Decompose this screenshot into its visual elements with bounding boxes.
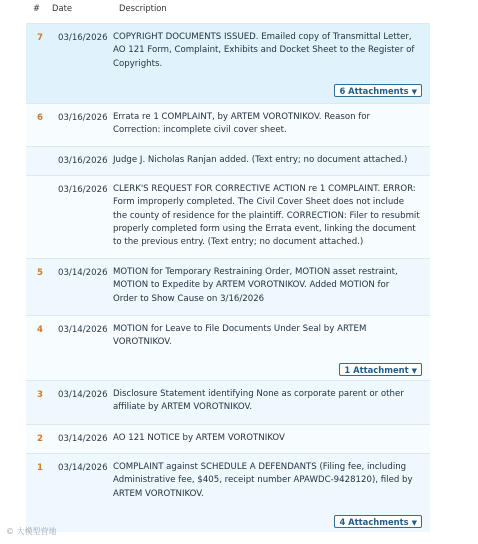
caret-down-icon: ▼ <box>411 367 417 375</box>
docket-entry-row <box>26 103 430 146</box>
entry-date: 03/14/2026 <box>58 268 108 278</box>
entry-description <box>113 388 425 415</box>
description-line: AO 121 NOTICE by ARTEM VOROTNIKOV <box>113 433 285 443</box>
attachments-label: 6 Attachments <box>339 86 409 96</box>
entry-description <box>113 461 425 501</box>
description-line: Administrative fee, $405, receipt number APAWDC-9428120), filed by <box>113 475 413 486</box>
description-line: CLERK'S REQUEST FOR CORRECTIVE ACTION re 1 COMPLAINT. ERROR: <box>113 184 416 194</box>
entry-date: 03/16/2026 <box>58 156 108 166</box>
caret-down-icon: ▼ <box>411 519 417 527</box>
watermark: © 大模型营地 <box>6 527 57 536</box>
entry-date: 03/16/2026 <box>58 185 108 195</box>
description-line: affiliate by ARTEM VOROTNIKOV. <box>113 402 253 413</box>
description-line: properly completed form using the Errata event, linking the document <box>113 223 416 234</box>
attachments-label: 4 Attachments <box>339 517 409 527</box>
docket-entry-row <box>26 453 430 532</box>
description-line: Copyrights. <box>113 58 163 69</box>
docket-entry-row <box>26 23 430 103</box>
header-number: # <box>33 3 41 13</box>
entry-number[interactable]: 4 <box>37 325 43 335</box>
docket-entry-row <box>26 315 430 380</box>
docket-entry-row <box>26 146 430 175</box>
description-line: AO 121 Form, Complaint, Exhibits and Docket Sheet to the Register of <box>113 45 415 56</box>
entry-description <box>113 432 425 445</box>
entry-date: 03/14/2026 <box>58 463 108 473</box>
entry-number[interactable]: 2 <box>37 434 43 444</box>
entry-number[interactable]: 1 <box>37 463 43 473</box>
description-line: ARTEM VOROTNIKOV. <box>113 488 204 499</box>
description-line: MOTION for Leave to File Documents Under Seal by ARTEM <box>113 324 367 334</box>
entry-date: 03/16/2026 <box>58 33 108 43</box>
entry-number[interactable]: 6 <box>37 113 43 123</box>
entry-date: 03/14/2026 <box>58 434 108 444</box>
docket-entry-row <box>26 258 430 315</box>
entry-description <box>113 266 425 306</box>
docket-table-header <box>0 0 430 18</box>
entry-date: 03/14/2026 <box>58 390 108 400</box>
header-date: Date <box>52 3 73 13</box>
description-line: Correction: incomplete civil cover sheet. <box>113 125 287 136</box>
description-line: VOROTNIKOV. <box>113 337 172 348</box>
description-line: COPYRIGHT DOCUMENTS ISSUED. Emailed copy of Transmittal Letter, <box>113 32 412 42</box>
docket-entry-row <box>26 175 430 258</box>
entry-description <box>113 31 425 71</box>
entry-date: 03/16/2026 <box>58 113 108 123</box>
description-line: Judge J. Nicholas Ranjan added. (Text entry; no document attached.) <box>113 155 408 165</box>
description-line: MOTION for Temporary Restraining Order, MOTION asset restraint, <box>113 267 398 277</box>
attachments-toggle-button[interactable] <box>339 363 422 376</box>
entry-description <box>113 154 425 167</box>
entry-number[interactable]: 5 <box>37 268 43 278</box>
docket-entry-row <box>26 380 430 424</box>
entry-number[interactable]: 3 <box>37 390 43 400</box>
description-line: to the previous entry. (Text entry; no document attached.) <box>113 237 364 248</box>
attachments-toggle-button[interactable] <box>334 84 422 97</box>
entry-number[interactable]: 7 <box>37 33 43 43</box>
description-line: Errata re 1 COMPLAINT, by ARTEM VOROTNIKOV. Reason for <box>113 112 371 122</box>
description-line: Form improperly completed. The Civil Cover Sheet does not include <box>113 197 405 208</box>
caret-down-icon: ▼ <box>411 88 417 96</box>
attachments-toggle-button[interactable] <box>334 515 422 528</box>
docket-entry-row <box>26 424 430 453</box>
description-line: Order to Show Cause on 3/16/2026 <box>113 293 265 304</box>
entry-date: 03/14/2026 <box>58 325 108 335</box>
entry-description <box>113 183 425 249</box>
attachments-label: 1 Attachment <box>344 365 409 375</box>
description-line: the county of residence for the plaintiff. CORRECTION: Filer to resubmit <box>113 210 420 221</box>
entry-description <box>113 323 425 350</box>
description-line: Disclosure Statement identifying None as corporate parent or other <box>113 389 404 399</box>
description-line: MOTION to Expedite by ARTEM VOROTNIKOV. Added MOTION for <box>113 280 390 291</box>
description-line: COMPLAINT against SCHEDULE A DEFENDANTS (Filing fee, including <box>113 462 407 472</box>
entry-description <box>113 111 425 138</box>
header-description: Description <box>119 3 167 13</box>
